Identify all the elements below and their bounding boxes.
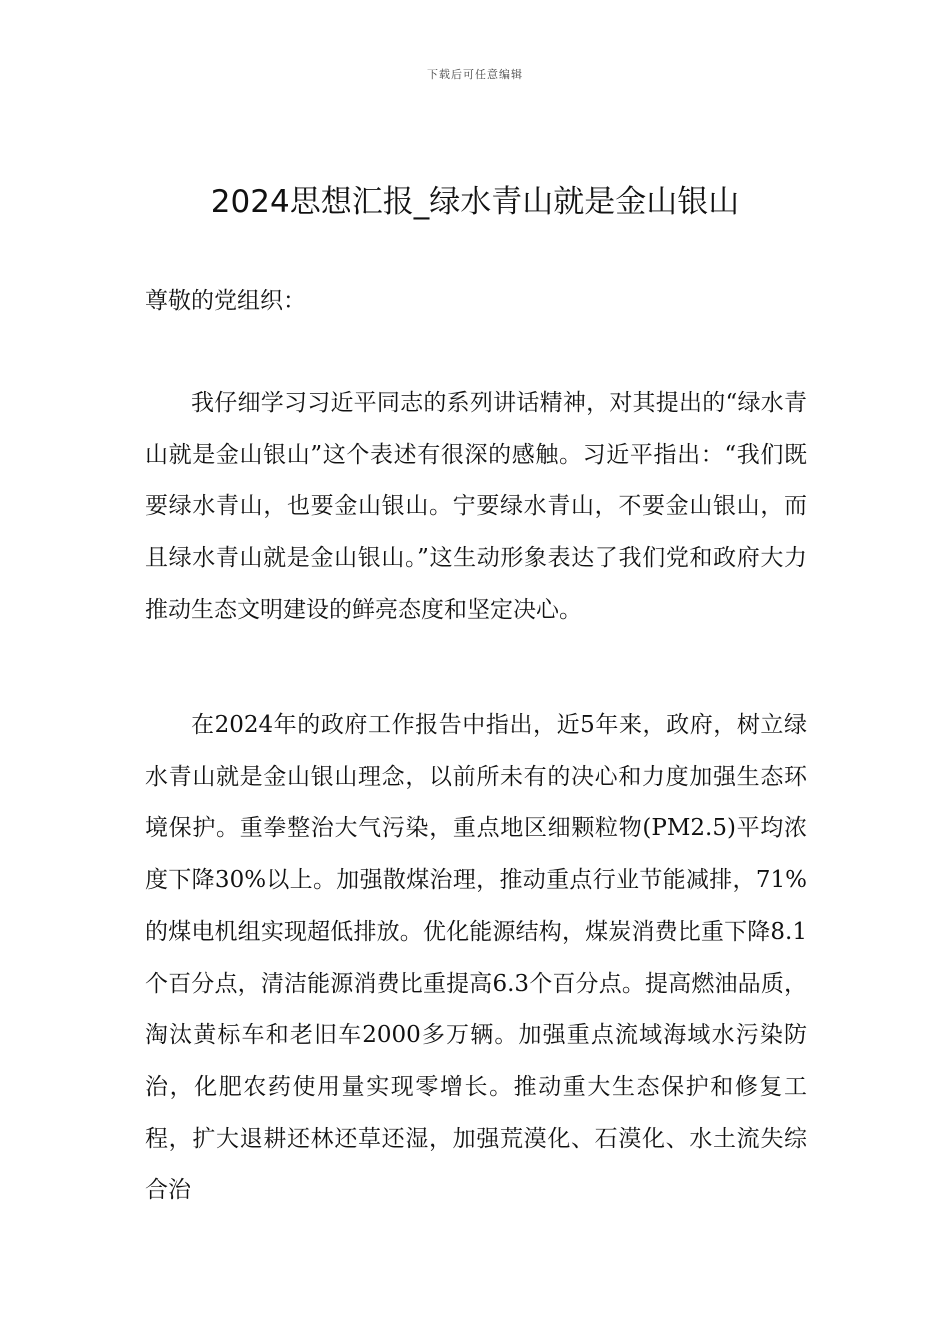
salutation: 尊敬的党组织： <box>145 288 306 314</box>
paragraph-1: 我仔细学习习近平同志的系列讲话精神，对其提出的“绿水青山就是金山银山”这个表述有很深的感触。习近平指出：“我们既要绿水青山，也要金山银山。宁要绿水青山，不要金山银山，而且绿水青山就是金山银山。”这生动形象表达了我们党和政府大力推动生态文明建设的鲜亮态度和坚定决心。 <box>145 390 807 623</box>
header-note: 下载后可任意编辑 <box>427 68 523 81</box>
document-title: 2024思想汇报_绿水青山就是金山银山 <box>210 184 740 220</box>
paragraph-2: 在2024年的政府工作报告中指出，近5年来，政府，树立绿水青山就是金山银山理念，以前所未有的决心和力度加强生态环境保护。重拳整治大气污染，重点地区细颗粒物(PM2.5)平均浓度下降30%以上。加强散煤治理，推动重点行业节能减排，71%的煤电机组实现超低排放。优化能源结构，煤炭消费比重下降8.1个百分点，清洁能源消费比重提高6.3个百分点。提高燃油品质，淘汰黄标车和老旧车2000多万辆。加强重点流域海域水污染防治，化肥农药使用量实现零增长。推动重大生态保护和修复工程，扩大退耕还林还草还湿，加强荒漠化、石漠化、水土流失综合治 <box>145 712 807 1204</box>
